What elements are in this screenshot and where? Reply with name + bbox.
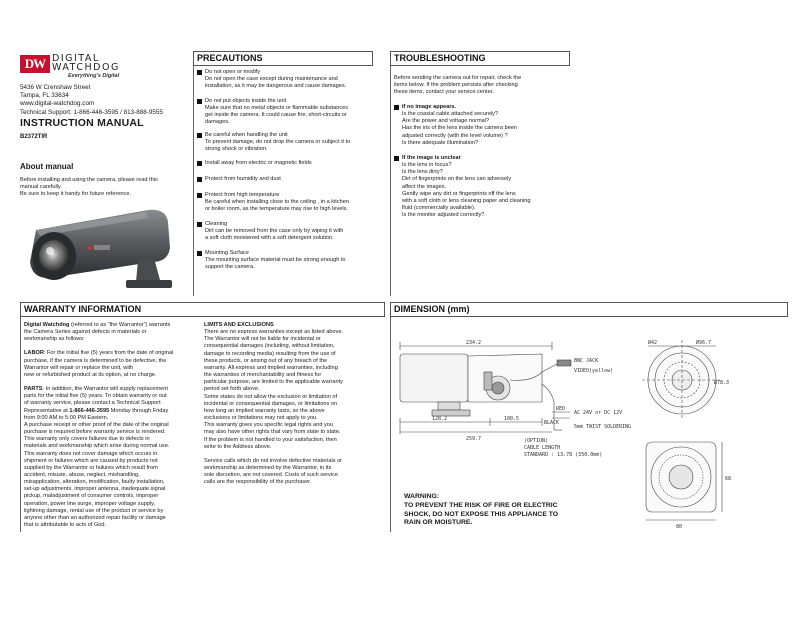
square-bullet-icon [197, 251, 202, 256]
dim-total-length: 234.2 [466, 340, 482, 346]
section-divider [390, 66, 391, 296]
square-bullet-icon [197, 70, 202, 75]
contact-street: 5436 W Crenshaw Street [20, 84, 91, 91]
precaution-item: Be careful when handling the unit To prevent damage, do not drop the camera or subject it to strong shock or vibration. [197, 132, 350, 153]
contact-block [20, 84, 163, 117]
dim-diameter-small: Ø42 [648, 340, 658, 346]
camera-product-image [18, 200, 178, 300]
precautions-heading: PRECAUTIONS [193, 51, 373, 66]
label-option: (OPTION) [524, 438, 549, 444]
label-cable-length: CABLE LENGTH [524, 445, 561, 451]
dim-length-b: 100.5 [504, 416, 520, 422]
square-bullet-icon [197, 177, 202, 182]
square-bullet-icon [197, 222, 202, 227]
dim-height: 68 [725, 476, 732, 482]
trouble-section-no-image: If no image appears. Is the coaxial cable attached securely? Are the power and voltage normal? Has the iris of the lens inside the camera been adjusted correctly (with the level volume) ? Is there adequate illumination? [394, 104, 517, 147]
warranty-right-column: LIMITS AND EXCLUSIONS There are no express warranties except as listed above. The Warrantor will not be liable for incidental or consequential damages (including, without limitation, damage to recording media) resulting from the use of these products, or arising out of any breach of the warranty. All express and implied warranties, including the warranties of merchantability and fitness for particular purpose, are limited to the applicable warranty period set forth above. Some states do not allow the exclusion or limitation of incidental or consequential damages, or limitations on how long an implied warranty lasts, so the above exclusions or limitations may not apply to you. This warranty gives you specific legal rights and you may also have other rights that vary from state to state. If the problem is not handled to your satisfaction, then write to the Address above. Service calls which do not involve defective materials or workmanship as determined by the Warrantor, in its sole discretion, are not covered. Costs of such service calls are the responsibility of the purchaser. [204, 322, 384, 486]
dim-diameter-large: Ø96.7 [696, 340, 712, 346]
warranty-heading: WARRANTY INFORMATION [20, 302, 385, 317]
dim-width: 80 [676, 524, 683, 530]
section-divider [390, 317, 391, 532]
precaution-item: Do not put objects inside the unit Make sure that no metal objects or flammable substances get inside the camera. It could cause fire, short-circuits or damages. [197, 98, 348, 127]
dim-length-c: 259.7 [466, 436, 482, 442]
square-bullet-icon [197, 161, 202, 166]
label-red: RED [556, 406, 566, 412]
label-bnc-jack: BNC JACK [574, 358, 599, 364]
label-standard: STANDARD : 13.78 (350.0mm) [524, 452, 603, 458]
dimension-heading: DIMENSION (mm) [390, 302, 788, 317]
about-heading: About manual [20, 162, 74, 171]
limits-heading: LIMITS AND EXCLUSIONS [204, 322, 274, 328]
manual-title: INSTRUCTION MANUAL [20, 117, 144, 129]
about-text: Before installing and using the camera, please read this manual carefully. Be sure to keep it handy for future reference. [20, 177, 158, 198]
contact-support: Technical Support: 1-866-446-3595 / 813-888-9555 [20, 108, 163, 116]
warranty-left-column: Digital Watchdog (referred to as “the Warrantor”) warrants the Camera Series against defects in materials or workmanship as follows: LABOR: For the initial five (5) years from the date of original purchase, if the camera is determined to be defective, the Warrantor will repair or replace the unit, with new or refurbished product at its option, at no charge. PARTS: In addition, the Warrantor will supply replacement parts for the initial five (5) years. To obtain warranty or out of warranty service, please contact a Technical Support Representative at 1-866-446-3595 Monday through Friday from 9:00 AM to 5:00 PM Eastern. A purchase receipt or other proof of the date of the original purchase is required before warranty service is rendered. This warranty only covers failures due to defects in materials and workmanship which arise during normal use. This warranty does not cover damage which occurs in shipment or failures which are caused by products not supplied by the Warrantor or failures which result from accident, misuse, abuse, neglect, mishandling, misapplication, alteration, modification, faulty installation, set-up adjustments, improper antenna, inadequate signal pickup, maladjustment of consumer controls, improper operation, power line surge, improper voltage supply, lightning damage, rental use of the product or service by anyone other than an authorized repair facility or damage that is attributable to acts of God. [24, 322, 174, 529]
rear-view-drawing [646, 442, 722, 520]
precaution-item: Mounting Surface The mounting surface material must be strong enough to support the camera. [197, 250, 346, 271]
manual-model: B2372TIR [20, 134, 48, 140]
precaution-item: Do not open or modify Do not open the case except during maintenance and installation, as it may be dangerous and cause damages. [197, 69, 346, 90]
brand-logo-mark: DW [20, 55, 50, 73]
warning-notice: WARNING: TO PREVENT THE RISK OF FIRE OR ELECTRIC SHOCK, DO NOT EXPOSE THIS APPLIANCE TO RAIN OR MOISTURE. [404, 493, 559, 527]
precaution-item: Protect from humidity and dust [197, 176, 281, 183]
section-divider [20, 317, 21, 532]
label-power: AC 24V or DC 12V [574, 410, 623, 416]
trouble-section-unclear: If the image is unclear Is the lens in focus? Is the lens dirty? Dirt of fingerprints on the lens can adversely affect the images. Gently wipe any dirt or fingerprints off the lens with a soft cloth or lens cleaning paper and cleaning fluid (commercially available). Is the monitor adjusted correctly? [394, 155, 530, 219]
label-black: BLACK [544, 420, 560, 426]
contact-web: www.digital-watchdog.com [20, 100, 95, 108]
brand-tagline: Everything's Digital [68, 73, 120, 79]
dim-length-a: 128.2 [432, 416, 448, 422]
square-bullet-icon [197, 99, 202, 104]
front-view-drawing [642, 340, 722, 420]
square-bullet-icon [197, 193, 202, 198]
contact-city: Tampa, FL 33634 [20, 92, 69, 100]
label-solder: 5mm TWIST SOLDERING [574, 424, 632, 430]
section-divider [193, 66, 194, 296]
precaution-item: Cleaning Dirt can be removed from the case only by wiping it with a soft cloth moistened with a soft detergent solution. [197, 221, 343, 242]
square-bullet-icon [197, 133, 202, 138]
square-bullet-icon [394, 156, 399, 161]
square-bullet-icon [394, 105, 399, 110]
troubleshooting-intro: Before sending the camera out for repair, check the items below. If the problem persists after checking these items, contact your service center. [394, 75, 522, 96]
brand-logo-name: DIGITAL WATCHDOG [52, 53, 120, 73]
label-video: VIDEO(yellow) [574, 368, 614, 374]
precaution-item: Protect from high temperature Be careful when installing close to the ceiling , in a kitchen or boiler room, as the temperature may rise to high levels. [197, 192, 349, 213]
precaution-item: Install away from electric or magnetic fields [197, 160, 312, 167]
troubleshooting-heading: TROUBLESHOOTING [390, 51, 570, 66]
dim-diameter-mid: Ø78.3 [714, 380, 730, 386]
